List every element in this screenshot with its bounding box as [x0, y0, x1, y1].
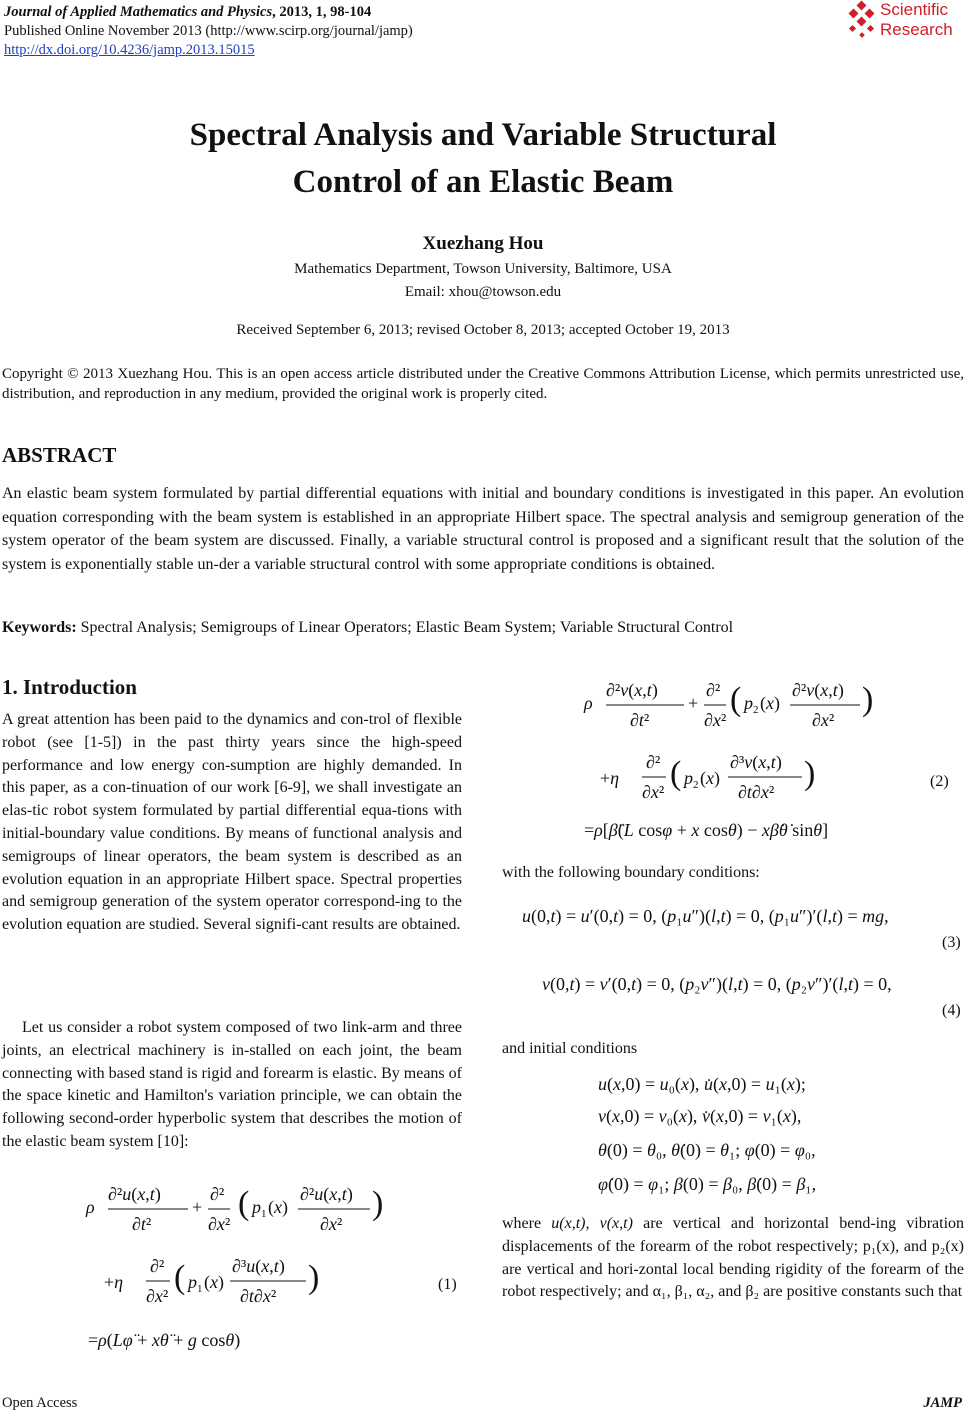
svg-text:ρ: ρ — [584, 693, 593, 713]
logo-line-1: Scientific — [880, 0, 949, 19]
title-line-1: Spectral Analysis and Variable Structural — [189, 117, 777, 153]
where-variables: u(x,t), v(x,t) — [551, 1215, 633, 1232]
svg-text:(x): (x) — [760, 693, 780, 713]
equation-number-4: (4) — [942, 1002, 961, 1019]
section-heading-introduction: 1. Introduction — [2, 675, 137, 699]
journal-header — [4, 3, 413, 60]
intro-paragraph-1: A great attention has been paid to the dynamics and con-trol of flexible robot (see [1-5]) in the past thirty years since the high-speed performance and low energy con-sumption are highly demanded. In this paper, as a con-tinuation of our work [6-9], we shall investigate an elas-tic robot system formulated by partial differential equa-tions with initial-boundary value conditions. By means of functional analysis and semigroups of linear operators, the beam system is described as an evolution equation in an appropriate Hilbert space. Spectral properties and semigroup generation of the system operator correspond-ing to the evolution equation are studied. Several signifi-cant results are obtained. — [2, 711, 462, 934]
svg-text:∂²u(x,t): ∂²u(x,t) — [300, 1184, 353, 1204]
svg-text:u(x,0) = u₀(x), u̇(x,0) = u₁(x: u(x,0) = u₀(x), u̇(x,0) = u₁(x); — [598, 1074, 806, 1094]
where-label: where — [502, 1215, 542, 1232]
equation-2 — [580, 676, 900, 846]
svg-text:1: 1 — [197, 1283, 203, 1295]
svg-text:∂²v(x,t): ∂²v(x,t) — [606, 680, 658, 700]
journal-volume: , 2013, 1, 98-104 — [272, 4, 372, 20]
author-email: Email: xhou@towson.edu — [404, 284, 562, 300]
svg-text:∂t∂x²: ∂t∂x² — [738, 782, 775, 802]
svg-text:): ) — [804, 755, 816, 792]
equation-number-2: (2) — [930, 773, 949, 790]
svg-text:+: + — [192, 1197, 203, 1217]
svg-text:p: p — [684, 768, 693, 788]
svg-text:(: ( — [174, 1259, 186, 1296]
svg-text:∂x²: ∂x² — [642, 782, 665, 802]
svg-text:1: 1 — [261, 1208, 267, 1220]
svg-text:∂³u(x,t): ∂³u(x,t) — [232, 1256, 285, 1276]
footer-open-access: Open Access — [2, 1395, 78, 1411]
svg-text:2: 2 — [753, 704, 759, 716]
svg-text:∂t²: ∂t² — [132, 1214, 152, 1234]
svg-text:(: ( — [238, 1185, 250, 1222]
svg-text:p: p — [744, 693, 753, 713]
equation-number-1: (1) — [438, 1276, 457, 1293]
published-line: Published Online November 2013 (http://www.scirp.org/journal/jamp) — [4, 23, 413, 39]
author-name: Xuezhang Hou — [422, 233, 544, 254]
svg-text:ρ: ρ — [86, 1197, 95, 1217]
svg-text:): ) — [862, 681, 874, 718]
svg-text:(x): (x) — [700, 768, 720, 788]
svg-text:∂²u(x,t): ∂²u(x,t) — [108, 1184, 161, 1204]
svg-text:φ̇(0) = φ₁; β(0) = β₀, β̇(0) =: φ̇(0) = φ₁; β(0) = β₀, β̇(0) = β₁, — [598, 1174, 817, 1194]
svg-text:∂²: ∂² — [706, 680, 721, 700]
svg-text:∂²: ∂² — [646, 752, 661, 772]
svg-text:∂²v(x,t): ∂²v(x,t) — [792, 680, 844, 700]
abstract-heading: ABSTRACT — [2, 443, 117, 467]
svg-text:p: p — [252, 1197, 261, 1217]
doi-link[interactable]: http://dx.doi.org/10.4236/jamp.2013.15015 — [4, 42, 255, 58]
svg-text:): ) — [308, 1259, 320, 1296]
svg-text:): ) — [372, 1185, 384, 1222]
boundary-conditions-text: with the following boundary conditions: — [502, 864, 760, 881]
equation-3 — [520, 898, 965, 932]
svg-text:2: 2 — [693, 779, 699, 791]
svg-text:v(x,0) = v₀(x), v̇(x,0) = v₁(x: v(x,0) = v₀(x), v̇(x,0) = v₁(x), — [598, 1106, 802, 1126]
svg-text:=ρ(Lφ̈ + xθ̈ + g cosθ): =ρ(Lφ̈ + xθ̈ + g cosθ) — [88, 1330, 241, 1350]
paper-title — [0, 112, 966, 206]
where-description: are vertical and horizontal bend-ing vibration displacements of the forearm of the robot respectively; p₁(x), and p₂(x) are vertical and hori-zontal local bending rigidity of the forearm of the robot respectively; and α₁, β₁, α₂, and β₂ are positive constants such that — [502, 1215, 965, 1301]
svg-text:∂t∂x²: ∂t∂x² — [240, 1286, 277, 1306]
abstract-text: An elastic beam system formulated by partial differential equations with initial and boundary conditions is investigated in this paper. An evolution equation corresponding with the beam system is established in an appropriate Hilbert space. The spectral analysis and semigroup generation of the system operator of the beam system are discussed. Finally, a variable structural control is proposed and a significant result that the solution of the system is exponentially stable un-der a variable structural control with some appropriate conditions is obtained. — [2, 485, 964, 573]
svg-text:=ρ[β̈(L cosφ + x cosθ) − xβ̇θ̇: =ρ[β̈(L cosφ + x cosθ) − xβ̇θ̇ sinθ] — [584, 820, 829, 840]
svg-text:u(0,t) = u′(0,t) = 0, (p₁u″)(l: u(0,t) = u′(0,t) = 0, (p₁u″)(l,t) = 0, (p₁u″)′(l,t) = mg, — [522, 906, 889, 926]
intro-paragraph-2: Let us consider a robot system composed of two link-arm and three joints, an electrical machinery is in-stalled on each joint, the beam connecting with based stand is rigid and forearm is elastic. By means of the space kinetic and Hamilton's variation principle, we can obtain the following second-order hyperbolic system that describes the motion of the elastic beam system [10]: — [2, 1019, 462, 1150]
initial-conditions-equations — [596, 1068, 896, 1208]
keywords — [2, 619, 964, 637]
footer-journal-abbrev: JAMP — [923, 1395, 962, 1411]
affiliation: Mathematics Department, Towson University, Baltimore, USA — [294, 261, 672, 277]
svg-text:θ(0) = θ₀, θ̇(0) = θ₁; φ(0) =: θ(0) = θ₀, θ̇(0) = θ₁; φ(0) = φ₀, — [598, 1140, 816, 1160]
keywords-list: Spectral Analysis; Semigroups of Linear Operators; Elastic Beam System; Variable Structural Control — [80, 619, 734, 636]
copyright-notice: Copyright © 2013 Xuezhang Hou. This is an open access article distributed under the Creative Commons Attribution License, which permits unrestricted use, distribution, and reproduction in any medium, provided the original work is properly cited. — [2, 366, 964, 402]
svg-text:∂x²: ∂x² — [704, 710, 727, 730]
svg-text:∂³v(x,t): ∂³v(x,t) — [730, 752, 782, 772]
svg-text:∂x²: ∂x² — [320, 1214, 343, 1234]
equation-1 — [80, 1180, 390, 1360]
svg-text:v(0,t) = v′(0,t) = 0, (p₂v″)(l: v(0,t) = v′(0,t) = 0, (p₂v″)(l,t) = 0, (p₂v″)′(l,t) = 0, — [542, 974, 892, 994]
svg-text:∂x²: ∂x² — [146, 1286, 169, 1306]
initial-conditions-text: and initial conditions — [502, 1040, 638, 1057]
keywords-label: Keywords: — [2, 619, 77, 636]
svg-text:(x): (x) — [204, 1272, 224, 1292]
svg-text:p: p — [188, 1272, 197, 1292]
svg-text:(x): (x) — [268, 1197, 288, 1217]
svg-text:∂²: ∂² — [210, 1184, 225, 1204]
svg-text:∂x²: ∂x² — [208, 1214, 231, 1234]
svg-text:+: + — [688, 693, 699, 713]
journal-name: Journal of Applied Mathematics and Physics — [4, 4, 273, 20]
publisher-logo — [844, 0, 964, 44]
equation-number-3: (3) — [942, 934, 961, 951]
where-paragraph — [502, 1213, 964, 1304]
svg-text:∂t²: ∂t² — [630, 710, 650, 730]
logo-line-2: Research — [880, 20, 953, 39]
logo-mark-icon — [844, 0, 880, 42]
svg-text:(: ( — [730, 681, 742, 718]
svg-text:+η: +η — [600, 768, 620, 788]
svg-text:(: ( — [670, 755, 682, 792]
svg-text:∂²: ∂² — [150, 1256, 165, 1276]
svg-text:∂x²: ∂x² — [812, 710, 835, 730]
received-dates: Received September 6, 2013; revised October 8, 2013; accepted October 19, 2013 — [236, 322, 730, 338]
equation-4 — [540, 966, 965, 1000]
title-line-2: Control of an Elastic Beam — [292, 164, 674, 200]
svg-text:+η: +η — [104, 1272, 124, 1292]
